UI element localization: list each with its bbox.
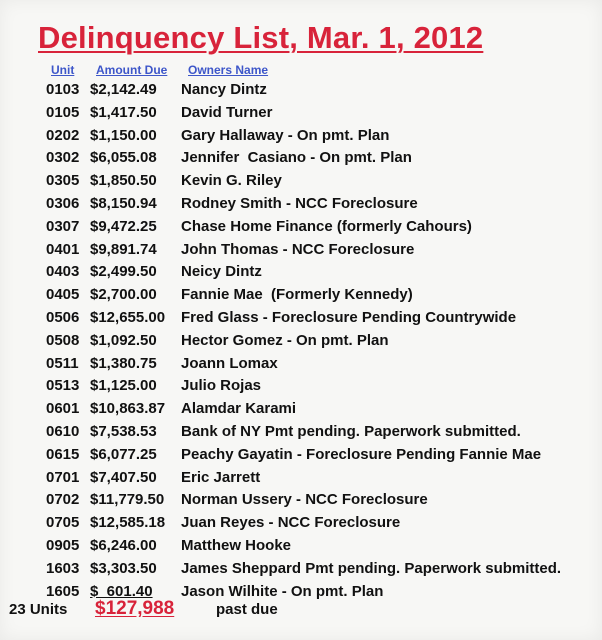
owner-name: David Turner — [181, 103, 273, 121]
unit-number: 0601 — [46, 400, 80, 418]
owner-name: Joann Lomax — [181, 354, 278, 372]
unit-number: 0701 — [46, 468, 80, 486]
amount-due: $ 601.40 — [90, 582, 153, 600]
amount-due: $1,125.00 — [90, 377, 157, 395]
table-row — [0, 330, 602, 353]
owner-name: Eric Jarrett — [181, 468, 261, 486]
table-row — [0, 375, 602, 398]
unit-number: 0506 — [46, 308, 80, 326]
amount-due: $6,077.25 — [90, 445, 157, 463]
unit-number: 0405 — [46, 286, 80, 304]
unit-number: 1605 — [46, 582, 80, 600]
amount-due: $8,150.94 — [90, 194, 157, 212]
unit-number: 0610 — [46, 422, 80, 440]
table-row — [0, 444, 602, 467]
unit-number: 0306 — [46, 194, 80, 212]
unit-number: 0702 — [46, 491, 80, 509]
amount-due: $1,092.50 — [90, 331, 157, 349]
amount-due: $2,142.49 — [90, 81, 157, 98]
owner-name: Hector Gomez - On pmt. Plan — [181, 331, 389, 349]
owner-name: Rodney Smith - NCC Foreclosure — [181, 194, 418, 212]
table-row — [0, 125, 602, 148]
table-row — [0, 284, 602, 307]
total-row — [0, 598, 602, 622]
table-row — [0, 102, 602, 125]
owner-name: Fred Glass - Foreclosure Pending Countrywide — [181, 308, 517, 326]
header-amount-due: Amount Due — [96, 63, 168, 77]
owner-name: Matthew Hooke — [181, 536, 292, 554]
owner-name: Norman Ussery - NCC Foreclosure — [181, 491, 428, 509]
amount-due: $2,499.50 — [90, 263, 157, 281]
unit-number: 0103 — [46, 81, 80, 98]
owner-name: James Sheppard Pmt pending. Paperwork submitted. — [181, 559, 562, 577]
table-row — [0, 489, 602, 512]
amount-due: $11,779.50 — [90, 491, 165, 509]
unit-number: 0305 — [46, 172, 80, 190]
unit-number: 0401 — [46, 240, 80, 258]
amount-due: $1,380.75 — [90, 354, 157, 372]
owner-name: Bank of NY Pmt pending. Paperwork submitted. — [181, 422, 521, 440]
unit-number: 0508 — [46, 331, 80, 349]
unit-number: 0105 — [46, 103, 80, 121]
unit-number: 0513 — [46, 377, 80, 395]
amount-due: $6,246.00 — [90, 536, 157, 554]
header-owners-name: Owners Name — [188, 63, 269, 77]
table-row — [0, 307, 602, 330]
unit-number: 0202 — [46, 126, 80, 144]
unit-number: 1603 — [46, 559, 80, 577]
unit-number: 0307 — [46, 217, 80, 235]
amount-due: $10,863.87 — [90, 400, 166, 418]
table-row — [0, 398, 602, 421]
owner-name: Fannie Mae (Formerly Kennedy) — [181, 286, 413, 304]
amount-due: $2,700.00 — [90, 286, 157, 304]
amount-due: $7,407.50 — [90, 468, 157, 486]
owner-name: Jennifer Casiano - On pmt. Plan — [181, 149, 412, 167]
table-row — [0, 216, 602, 239]
unit-number: 0615 — [46, 445, 80, 463]
table-row — [0, 467, 602, 490]
unit-number: 0905 — [46, 536, 80, 554]
page-title: Delinquency List, Mar. 1, 2012 — [38, 20, 484, 55]
table-row — [0, 558, 602, 581]
table-row — [0, 193, 602, 216]
delinquency-table — [0, 79, 602, 603]
table-row — [0, 147, 602, 170]
table-row — [0, 261, 602, 284]
total-units: 23 Units — [9, 601, 68, 618]
owner-name: Neicy Dintz — [181, 263, 262, 281]
table-row — [0, 421, 602, 444]
unit-number: 0403 — [46, 263, 80, 281]
table-row — [0, 512, 602, 535]
table-row — [0, 535, 602, 558]
table-row — [0, 239, 602, 262]
amount-due: $1,417.50 — [90, 103, 157, 121]
owner-name: John Thomas - NCC Foreclosure — [181, 240, 415, 258]
table-row — [0, 353, 602, 376]
owner-name: Chase Home Finance (formerly Cahours) — [181, 217, 472, 235]
amount-due: $9,891.74 — [90, 240, 157, 258]
header-unit: Unit — [51, 63, 75, 77]
table-row — [0, 79, 602, 102]
unit-number: 0705 — [46, 514, 80, 532]
column-headers — [0, 63, 602, 79]
owner-name: Gary Hallaway - On pmt. Plan — [181, 126, 390, 144]
amount-due: $7,538.53 — [90, 422, 157, 440]
amount-due: $1,150.00 — [90, 126, 157, 144]
amount-due: $1,850.50 — [90, 172, 157, 190]
owner-name: Peachy Gayatin - Foreclosure Pending Fannie Mae — [181, 445, 542, 463]
owner-name: Kevin G. Riley — [181, 172, 282, 190]
owner-name: Juan Reyes - NCC Foreclosure — [181, 514, 401, 532]
owner-name: Julio Rojas — [181, 377, 262, 395]
amount-due: $6,055.08 — [90, 149, 157, 167]
amount-due: $12,655.00 — [90, 308, 166, 326]
amount-due: $3,303.50 — [90, 559, 157, 577]
owner-name: Nancy Dintz — [181, 81, 267, 98]
total-label: past due — [216, 601, 278, 618]
total-amount: $127,988 — [95, 598, 175, 619]
amount-due: $12,585.18 — [90, 514, 166, 532]
unit-number: 0511 — [46, 354, 79, 372]
amount-due: $9,472.25 — [90, 217, 157, 235]
unit-number: 0302 — [46, 149, 80, 167]
owner-name: Alamdar Karami — [181, 400, 297, 418]
table-row — [0, 170, 602, 193]
owner-name: Jason Wilhite - On pmt. Plan — [181, 582, 384, 600]
